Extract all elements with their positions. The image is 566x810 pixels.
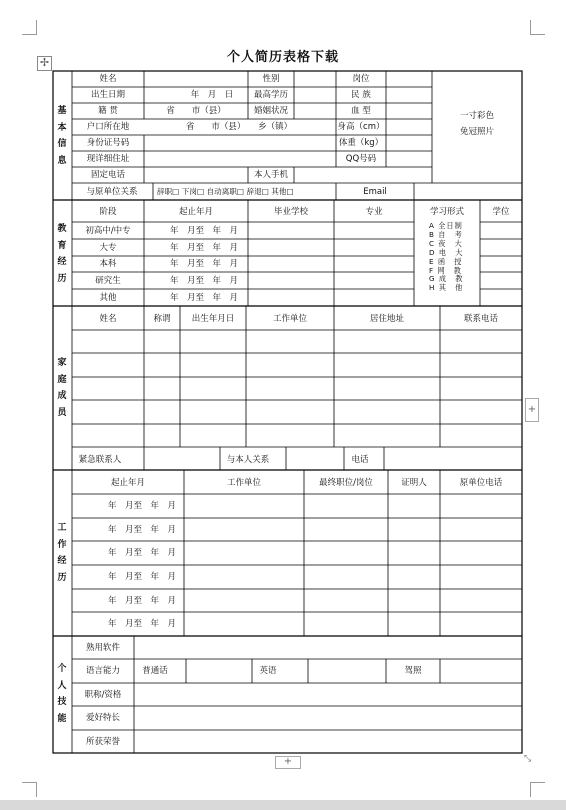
study-mode: F 网 教 bbox=[429, 265, 462, 275]
edu-header-period: 起止年月 bbox=[178, 207, 214, 217]
work-period: 年 月至 年 月 bbox=[107, 619, 177, 629]
label-language: 语言能力 bbox=[85, 666, 121, 676]
section-label-family: 家 庭 成 员 bbox=[57, 358, 67, 418]
add-row-button[interactable]: + bbox=[275, 756, 301, 769]
label-native: 籍 贯 bbox=[98, 106, 118, 116]
edu-period: 年 月至 年 月 bbox=[169, 259, 239, 269]
work-period: 年 月至 年 月 bbox=[107, 501, 177, 511]
edu-stage: 初高中/中专 bbox=[85, 226, 131, 236]
edu-header-major: 专业 bbox=[365, 207, 383, 217]
study-mode: H 其 他 bbox=[429, 283, 464, 293]
edu-period: 年 月至 年 月 bbox=[169, 226, 239, 236]
label-education: 最高学历 bbox=[253, 90, 289, 100]
label-ethnic: 民 族 bbox=[351, 90, 371, 100]
native-value: 省 市（县） bbox=[166, 106, 226, 116]
label-relation: 与原单位关系 bbox=[86, 187, 138, 197]
label-license: 驾照 bbox=[404, 666, 422, 676]
label-email: Email bbox=[363, 187, 387, 197]
label-emergency-phone: 电话 bbox=[351, 455, 369, 465]
study-mode: D 电 大 bbox=[429, 247, 464, 257]
study-mode: E 函 授 bbox=[429, 256, 463, 266]
section-label-education: 教 育 经 历 bbox=[57, 224, 67, 284]
label-hobby: 爱好特长 bbox=[85, 713, 121, 723]
edu-period: 年 月至 年 月 bbox=[169, 276, 239, 286]
label-name: 姓名 bbox=[99, 74, 117, 84]
label-birth: 出生日期 bbox=[90, 90, 126, 100]
edu-period: 年 月至 年 月 bbox=[169, 293, 239, 303]
add-column-button[interactable]: + bbox=[525, 398, 539, 422]
study-mode: A 全日制 bbox=[429, 221, 463, 230]
section-label-basic: 基 本 信 息 bbox=[57, 106, 67, 166]
label-marital: 婚姻状况 bbox=[253, 106, 289, 116]
photo-placeholder: 一寸彩色 免冠照片 bbox=[459, 111, 494, 137]
family-header-birth: 出生年月日 bbox=[191, 314, 235, 324]
page-title: 个人简历表格下载 bbox=[226, 50, 339, 65]
edu-period: 年 月至 年 月 bbox=[169, 243, 239, 253]
family-header-address: 居住地址 bbox=[369, 314, 405, 324]
family-header-name: 姓名 bbox=[99, 314, 117, 324]
edu-header-stage: 阶段 bbox=[99, 207, 117, 217]
edu-header-school: 毕业学校 bbox=[273, 207, 309, 217]
label-award: 所获荣誉 bbox=[85, 737, 121, 747]
label-address: 现详细住址 bbox=[86, 154, 130, 164]
table-move-handle-icon[interactable]: ✢ bbox=[37, 56, 52, 71]
edu-stage: 其他 bbox=[99, 293, 117, 303]
label-software: 熟用软件 bbox=[85, 643, 121, 653]
family-header-phone: 联系电话 bbox=[463, 314, 499, 324]
study-mode-options bbox=[429, 222, 463, 293]
work-period: 年 月至 年 月 bbox=[107, 572, 177, 582]
relation-options: 辞职□ 下岗□ 自动离职□ 辞退□ 其他□ bbox=[157, 187, 294, 196]
work-header-position: 最终职位/岗位 bbox=[319, 478, 373, 488]
label-emergency-contact: 紧急联系人 bbox=[78, 455, 122, 465]
work-header-period: 起止年月 bbox=[110, 478, 146, 488]
label-hukou: 户口所在地 bbox=[86, 122, 130, 132]
label-mobile: 本人手机 bbox=[253, 170, 289, 180]
label-relationship: 与本人关系 bbox=[226, 455, 270, 465]
section-label-work: 工 作 经 历 bbox=[57, 523, 67, 583]
edu-stage: 大专 bbox=[99, 243, 117, 253]
study-mode: B 自 考 bbox=[429, 229, 463, 239]
section-label-skills: 个 人 技 能 bbox=[57, 664, 67, 724]
label-position: 岗位 bbox=[352, 74, 370, 84]
work-header-phone: 原单位电话 bbox=[459, 478, 503, 488]
edu-stage: 本科 bbox=[99, 259, 117, 269]
label-gender: 性别 bbox=[262, 74, 280, 84]
study-mode: G 成 教 bbox=[429, 274, 464, 284]
label-professional-title: 职称/资格 bbox=[84, 690, 122, 700]
label-phone: 固定电话 bbox=[90, 170, 126, 180]
edu-header-degree: 学位 bbox=[492, 207, 510, 217]
label-mandarin: 普通话 bbox=[142, 666, 168, 676]
work-period: 年 月至 年 月 bbox=[107, 525, 177, 535]
label-english: 英语 bbox=[259, 666, 277, 676]
edu-stage: 研究生 bbox=[95, 276, 121, 286]
birth-value: 年 月 日 bbox=[190, 90, 234, 100]
label-idcard: 身份证号码 bbox=[86, 138, 130, 148]
work-header-reference: 证明人 bbox=[401, 478, 427, 488]
label-blood: 血 型 bbox=[351, 106, 371, 116]
family-header-employer: 工作单位 bbox=[272, 314, 308, 324]
work-header-employer: 工作单位 bbox=[226, 478, 262, 488]
work-period: 年 月至 年 月 bbox=[107, 548, 177, 558]
label-height: 身高（cm） bbox=[337, 122, 385, 132]
label-qq: QQ号码 bbox=[345, 154, 377, 164]
label-weight: 体重（kg） bbox=[338, 138, 384, 148]
edu-header-mode: 学习形式 bbox=[429, 207, 465, 217]
work-period: 年 月至 年 月 bbox=[107, 596, 177, 606]
study-mode: C 夜 大 bbox=[429, 238, 463, 248]
family-header-title: 称谓 bbox=[153, 314, 171, 324]
hukou-value: 省 市（县） 乡（镇） bbox=[185, 122, 293, 132]
table-resize-handle-icon[interactable]: ⤡ bbox=[524, 754, 532, 764]
